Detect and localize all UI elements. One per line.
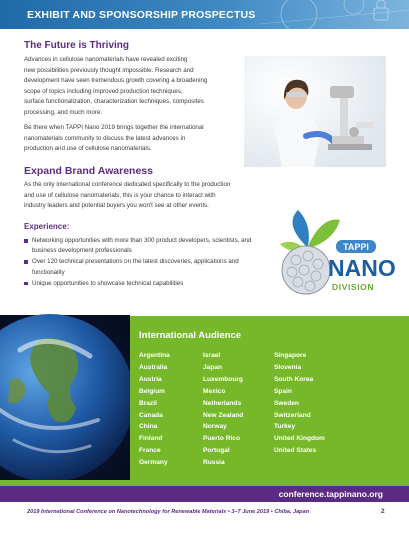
list-item: Canada <box>139 411 163 419</box>
list-item: Unique opportunities to showcase technical capabilities <box>24 279 269 289</box>
list-item: Finland <box>139 435 163 443</box>
audience-column-1 <box>139 350 170 469</box>
audience-column-3 <box>274 350 325 457</box>
footer-text: 2019 International Conference on Nanotechnology for Renewable Materials • 3–7 June 2019 • Chiba, Japan <box>27 509 310 515</box>
banner-title: EXHIBIT AND SPONSORSHIP PROSPECTUS <box>27 9 256 21</box>
list-item: Networking opportunities with more than 300 product developers, scientists, and business development professionals <box>24 236 269 256</box>
logo-division-text: DIVISION <box>332 282 375 292</box>
experience-heading: Experience: <box>24 222 70 231</box>
list-item: New Zealand <box>203 411 244 419</box>
list-item: Netherlands <box>203 399 242 407</box>
page-footer <box>0 502 409 533</box>
list-item: France <box>139 447 161 455</box>
list-item: Norway <box>203 423 227 431</box>
list-item: Switzerland <box>274 411 311 419</box>
list-item: Over 120 technical presentations on the latest discoveries, applications and functionality <box>24 257 269 277</box>
experience-list <box>24 236 269 290</box>
list-item: Portugal <box>203 447 230 455</box>
audience-title: International Audience <box>139 330 242 341</box>
future-paragraph-2: Be there when TAPPI Nano 2019 brings together the international nanomaterials community to discuss the latest advances in production and use of cellulose nanomaterials. <box>24 124 204 153</box>
lock-icon <box>259 0 409 29</box>
list-item: Luxembourg <box>203 375 243 383</box>
list-item: Australia <box>139 363 168 371</box>
bullet-square-icon <box>24 282 28 286</box>
list-item: Argentina <box>139 352 170 359</box>
url-bar <box>0 486 409 502</box>
list-item: Belgium <box>139 387 166 395</box>
list-item: United Kingdom <box>274 435 325 443</box>
brand-heading: Expand Brand Awareness <box>24 165 153 177</box>
list-item: Brazil <box>139 399 157 407</box>
logo-tappi-text: TAPPI <box>343 242 369 252</box>
lab-photo <box>244 56 386 167</box>
list-item: Israel <box>203 352 221 359</box>
list-item: Germany <box>139 459 168 467</box>
list-item: Sweden <box>274 399 299 407</box>
list-item: Austria <box>139 375 162 383</box>
list-item: Singapore <box>274 352 307 359</box>
list-item: Spain <box>274 387 292 395</box>
list-item: United States <box>274 447 317 455</box>
header-banner <box>0 0 409 29</box>
brand-paragraph: As the only international conference dedicated specifically to the production and use of cellulose nanomaterials, this is your chance to interact with industry leaders and potential buyers you won't see at other events. <box>24 181 231 210</box>
future-paragraph-1: Advances in cellulose nanomaterials have revealed exciting new possibilities previously thought impossible. Research and development have seen tremendous growth covering a broadening scope of topics including improved production techniques, surface functionalization, characterization techniques, composites processing, and much more. <box>24 56 208 116</box>
list-item: Puerto Rico <box>203 435 241 443</box>
audience-column-2 <box>203 350 243 469</box>
list-item: Mexico <box>203 387 226 395</box>
bullet-square-icon <box>24 239 28 243</box>
list-item: Russia <box>203 459 225 467</box>
list-item: Slovenia <box>274 363 302 371</box>
globe-image <box>0 290 130 480</box>
bullet-square-icon <box>24 260 28 264</box>
list-item: Japan <box>203 363 223 371</box>
tappi-nano-logo <box>278 206 396 302</box>
future-heading: The Future is Thriving <box>24 40 130 51</box>
logo-nano-text: NANO <box>328 255 396 281</box>
list-item: China <box>139 423 158 431</box>
page-number: 2 <box>381 508 385 515</box>
list-item: Turkey <box>274 423 296 431</box>
list-item: South Korea <box>274 375 314 383</box>
conference-url-link[interactable]: conference.tappinano.org <box>278 489 383 499</box>
